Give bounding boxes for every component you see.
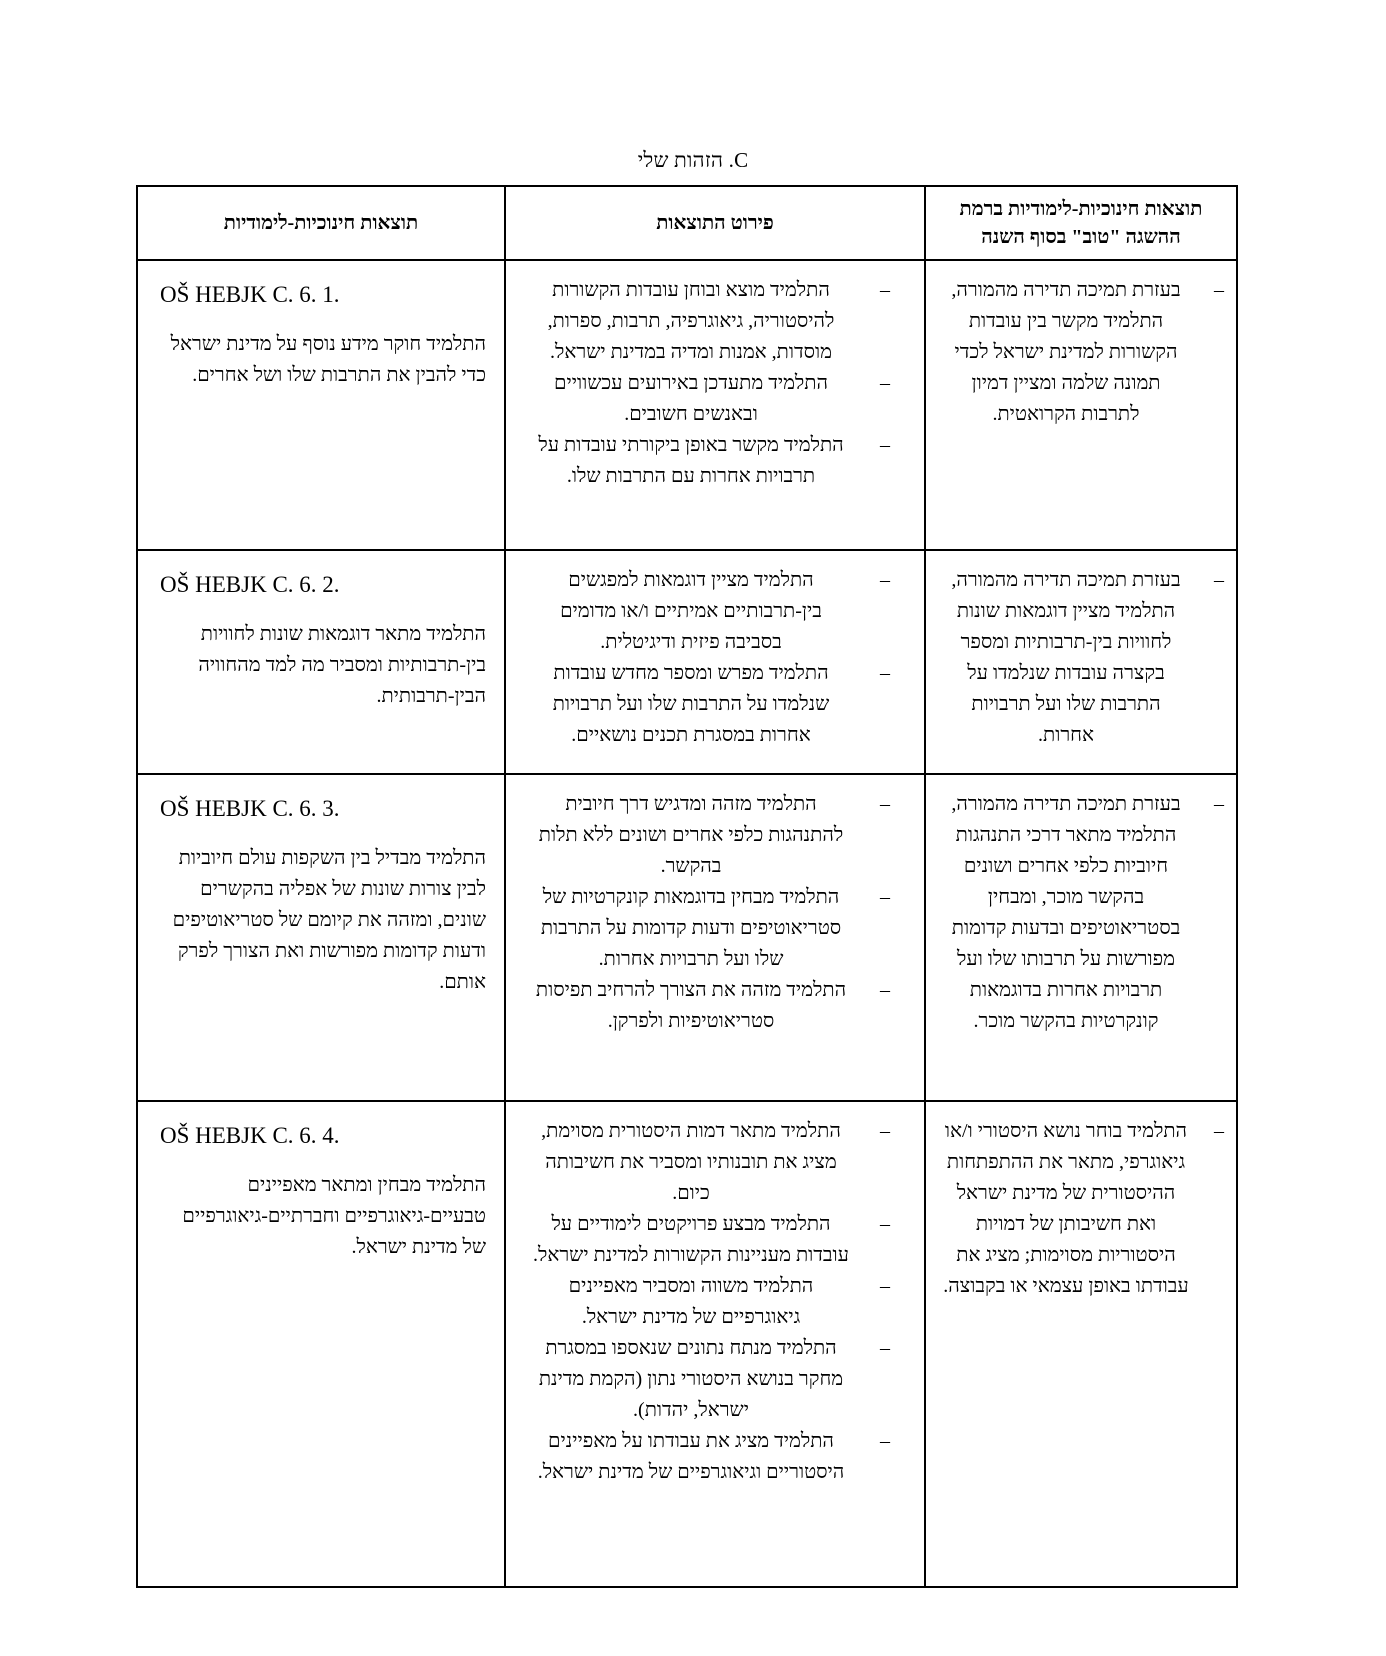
details-cell — [505, 1101, 925, 1587]
dash-bullet-icon: – — [880, 1120, 890, 1142]
table-row — [137, 550, 1237, 774]
dash-bullet-icon: – — [880, 434, 890, 456]
detail-item — [512, 275, 918, 368]
outcome-code: OŠ HEBJK C. 6. 4. — [160, 1123, 340, 1148]
dash-bullet-icon: – — [880, 662, 890, 684]
achievement-item — [932, 275, 1230, 430]
outcome-text: התלמיד חוקר מידע נוסף על מדינת ישראל כדי להבין את התרבות שלו ושל אחרים. — [170, 332, 486, 386]
dash-bullet-icon: – — [1214, 569, 1224, 591]
detail-text: התלמיד מבחין בדוגמאות קונקרטיות של סטריאוטיפים ודעות קדומות על התרבות שלו ועל תרבויות אחרות. — [540, 886, 842, 970]
achievement-cell — [925, 774, 1237, 1101]
dash-bullet-icon: – — [880, 886, 890, 908]
detail-item — [512, 1426, 918, 1488]
detail-item — [512, 975, 918, 1037]
outcome-cell — [137, 1101, 505, 1587]
outcome-code: OŠ HEBJK C. 6. 2. — [160, 572, 340, 597]
detail-item — [512, 368, 918, 430]
dash-bullet-icon: – — [880, 569, 890, 591]
detail-item — [512, 1333, 918, 1426]
dash-bullet-icon: – — [880, 979, 890, 1001]
achievement-cell — [925, 1101, 1237, 1587]
outcome-code: OŠ HEBJK C. 6. 3. — [160, 796, 340, 821]
detail-text: התלמיד מבצע פרויקטים לימודיים על עובדות מעניינות הקשורות למדינת ישראל. — [533, 1213, 849, 1266]
achievement-text: בעזרת תמיכה תדירה מהמורה, התלמיד מתאר דרכי התנהגות חיוביות כלפי אחרים ושונים בהקשר מוכר, ומבחין בסטריאוטיפים ובדעות קדומות מפורשות על תרבותו שלו ועל תרבויות אחרות בדוגמאות קונקרטיות בהקשר מוכר. — [951, 793, 1181, 1032]
achievement-item — [932, 1116, 1230, 1302]
detail-text: התלמיד מציין דוגמאות למפגשים בין-תרבותיים אמיתיים ו/או מדומים בסביבה פיזית ודיגיטלית. — [560, 569, 822, 653]
detail-item — [512, 1209, 918, 1271]
detail-text: התלמיד מנתח נתונים שנאספו במסגרת מחקר בנושא היסטורי נתון (הקמת מדינת ישראל, יהדות). — [538, 1337, 844, 1421]
table-row — [137, 260, 1237, 550]
dash-bullet-icon: – — [880, 1337, 890, 1359]
detail-text: התלמיד מזהה ומדגיש דרך חיובית להתנהגות כלפי אחרים ושונים ללא תלות בהקשר. — [538, 793, 844, 877]
outcome-text: התלמיד מבדיל בין השקפות עולם חיוביות לבין צורות שונות של אפליה בהקשרים שונים, ומזהה את קיומם של סטריאוטיפים ודעות קדומות מפורשות ואת הצורך לפרק אותם. — [172, 846, 486, 993]
achievement-cell — [925, 260, 1237, 550]
detail-text: התלמיד משווה ומסביר מאפיינים גיאוגרפיים של מדינת ישראל. — [568, 1275, 814, 1328]
table-row — [137, 1101, 1237, 1587]
detail-text: התלמיד מתאר דמות היסטורית מסוימת, מציג את תובנותיו ומסביר את חשיבותה כיום. — [541, 1120, 841, 1204]
detail-item — [512, 430, 918, 492]
achievement-text: בעזרת תמיכה תדירה מהמורה, התלמיד מקשר בין עובדות הקשורות למדינת ישראל לכדי תמונה שלמה ומציין דמיון לתרבות הקרואטית. — [951, 279, 1181, 425]
achievement-text: בעזרת תמיכה תדירה מהמורה, התלמיד מציין דוגמאות שונות לחוויות בין-תרבותיות ומספר בקצרה עובדות שנלמדו על התרבות שלו ועל תרבויות אחרות. — [951, 569, 1181, 746]
page-title: C. הזהות שלי — [637, 148, 749, 172]
achievement-cell — [925, 550, 1237, 774]
detail-text: התלמיד מתעדכן באירועים עכשוויים ובאנשים חשובים. — [554, 372, 828, 425]
outcome-text: התלמיד מבחין ומתאר מאפיינים טבעיים-גיאוגרפיים וחברתיים-גיאוגרפיים של מדינת ישראל. — [182, 1173, 486, 1258]
details-cell — [505, 774, 925, 1101]
outcome-cell — [137, 550, 505, 774]
detail-item — [512, 565, 918, 658]
details-cell — [505, 260, 925, 550]
detail-item — [512, 1271, 918, 1333]
detail-item — [512, 882, 918, 975]
header-outcomes: תוצאות חינוכיות-לימודיות — [137, 186, 505, 260]
header-achievement: תוצאות חינוכיות-לימודיות ברמת ההשגה "טוב" בסוף השנה — [925, 186, 1237, 260]
dash-bullet-icon: – — [880, 1430, 890, 1452]
dash-bullet-icon: – — [1214, 793, 1224, 815]
dash-bullet-icon: – — [880, 1275, 890, 1297]
detail-item — [512, 789, 918, 882]
dash-bullet-icon: – — [880, 1213, 890, 1235]
outcome-cell — [137, 260, 505, 550]
achievement-item — [932, 565, 1230, 751]
detail-text: התלמיד מציג את עבודתו על מאפיינים היסטוריים וגיאוגרפיים של מדינת ישראל. — [537, 1430, 845, 1483]
details-cell — [505, 550, 925, 774]
detail-text: התלמיד מוצא ובוחן עובדות הקשורות להיסטוריה, גיאוגרפיה, תרבות, ספרות, מוסדות, אמנות ומדיה במדינת ישראל. — [547, 279, 835, 363]
outcome-cell — [137, 774, 505, 1101]
dash-bullet-icon: – — [880, 279, 890, 301]
header-details: פירוט התוצאות — [505, 186, 925, 260]
achievement-item — [932, 789, 1230, 1037]
detail-text: התלמיד מקשר באופן ביקורתי עובדות על תרבויות אחרות עם התרבות שלו. — [538, 434, 844, 487]
outcome-code: OŠ HEBJK C. 6. 1. — [160, 282, 340, 307]
detail-text: התלמיד מפרש ומספר מחדש עובדות שנלמדו על התרבות שלו ועל תרבויות אחרות במסגרת תכנים נושאיים. — [552, 662, 830, 746]
outcomes-table — [136, 185, 1238, 1588]
dash-bullet-icon: – — [880, 793, 890, 815]
table-header-row — [137, 186, 1237, 260]
outcome-text: התלמיד מתאר דוגמאות שונות לחוויות בין-תרבותיות ומסביר מה למד מהחוויה הבין-תרבותית. — [198, 622, 486, 707]
achievement-text: התלמיד בוחר נושא היסטורי ו/או גיאוגרפי, מתאר את ההתפתחות ההיסטורית של מדינת ישראל ואת חשיבותן של דמויות היסטוריות מסוימות; מציג את עבודתו באופן עצמאי או בקבוצה. — [943, 1120, 1189, 1297]
dash-bullet-icon: – — [1214, 279, 1224, 301]
table-row — [137, 774, 1237, 1101]
detail-item — [512, 1116, 918, 1209]
dash-bullet-icon: – — [880, 372, 890, 394]
dash-bullet-icon: – — [1214, 1120, 1224, 1142]
detail-text: התלמיד מזהה את הצורך להרחיב תפיסות סטריאוטיפיות ולפרקן. — [535, 979, 847, 1032]
detail-item — [512, 658, 918, 751]
